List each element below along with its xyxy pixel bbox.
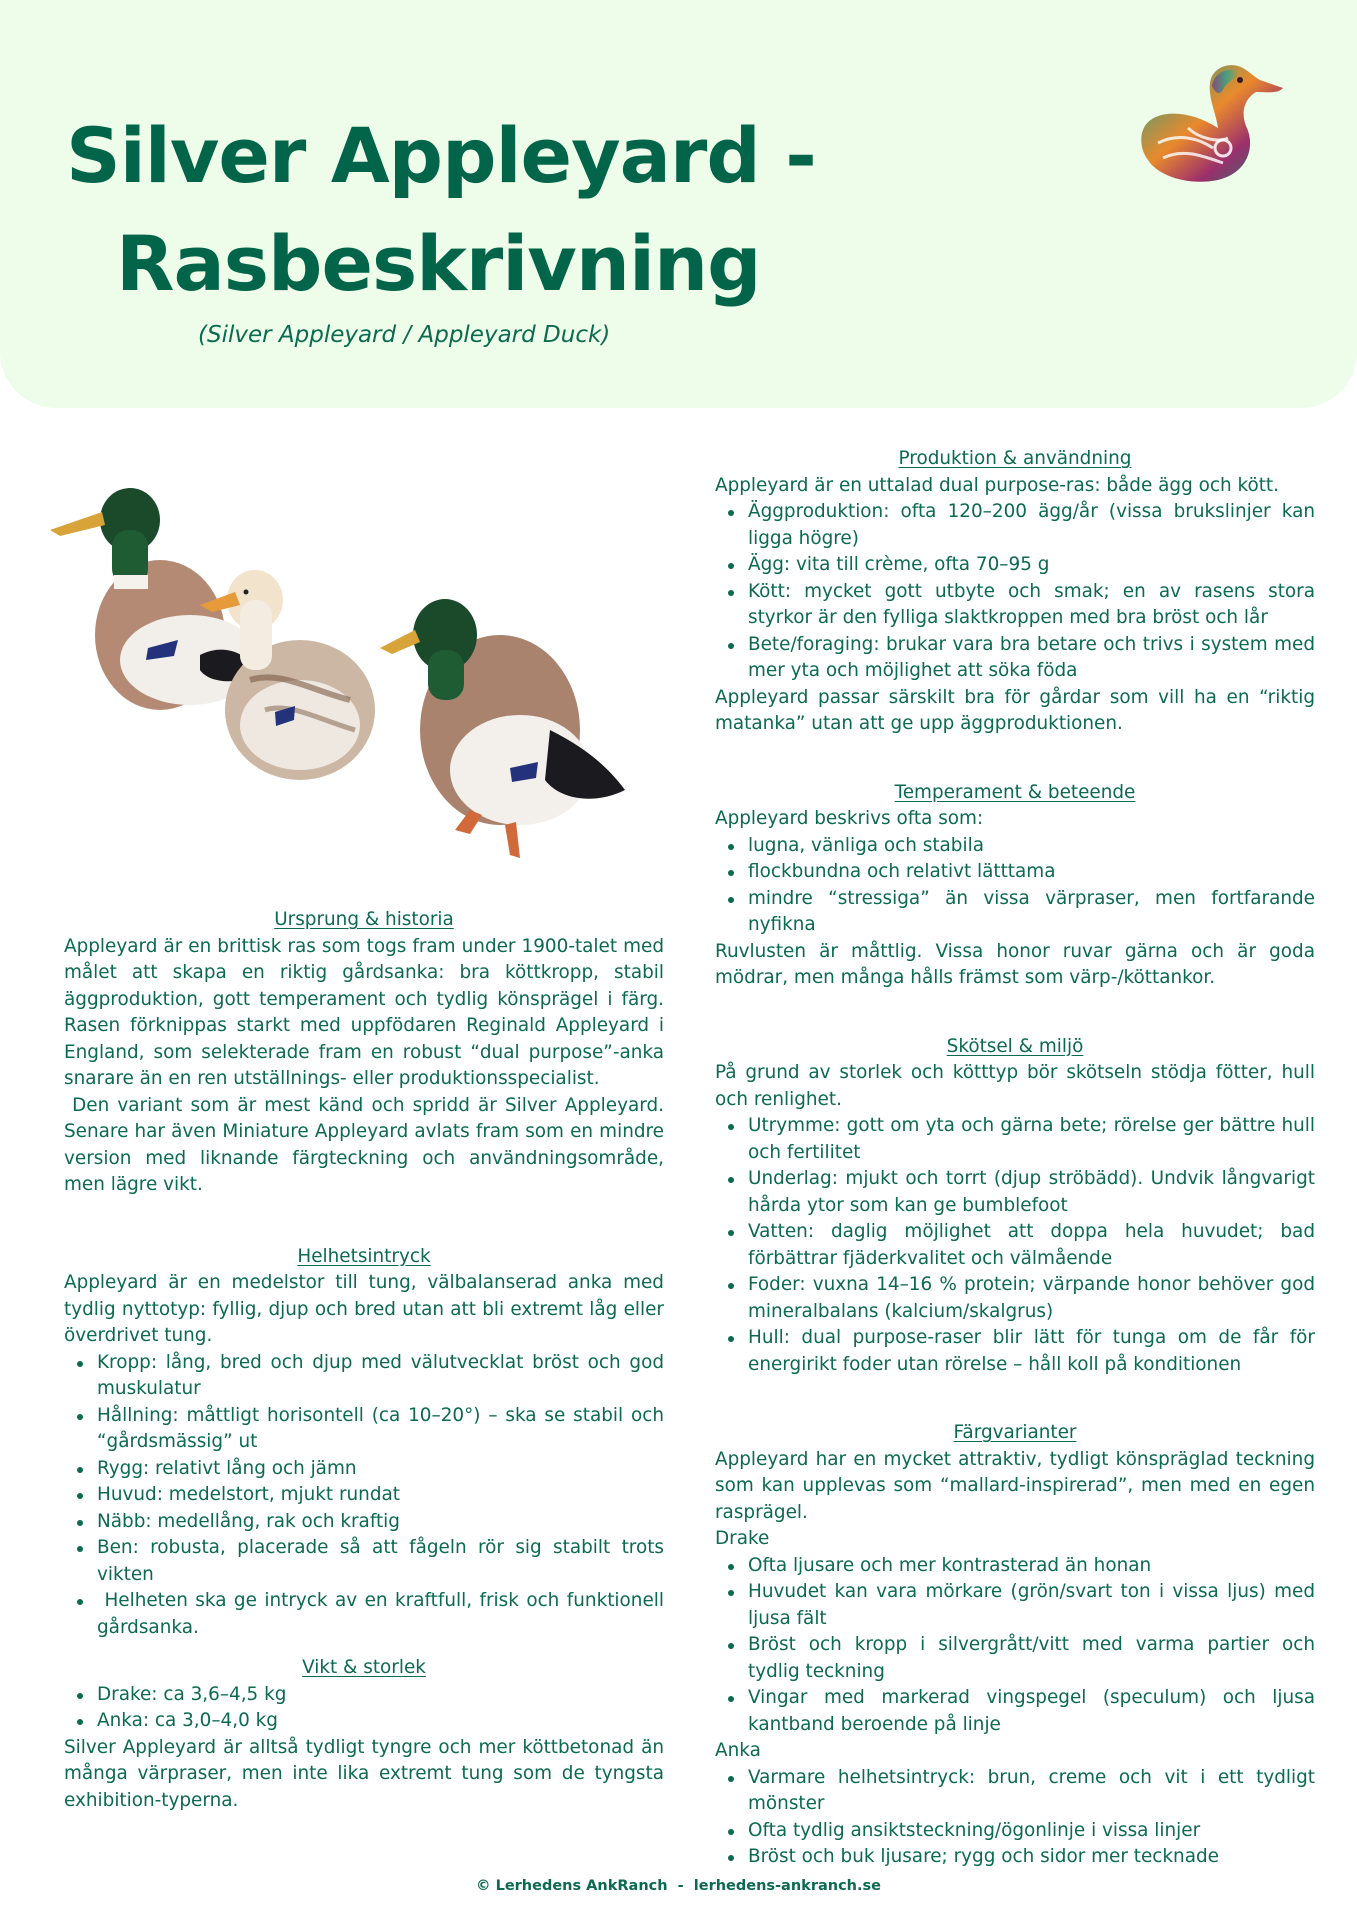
list-item: Kött: mycket gott utbyte och smak; en av rasens stora styrkor är den fylliga slaktkroppen med bra bröst och lår	[748, 579, 1315, 632]
temperament-heading: Temperament & beteende	[894, 781, 1136, 803]
list-item: lugna, vänliga och stabila	[748, 833, 1315, 860]
weight-outro: Silver Appleyard är alltså tydligt tyngre och mer köttbetonad än många värpraser, men inte lika extremt tung som de tyngsta exhibition-typerna.	[64, 1736, 664, 1811]
temperament-outro: Ruvlusten är måttlig. Vissa honor ruvar gärna och är goda mödrar, men många hålls främst som värp-/köttankor.	[715, 940, 1315, 988]
list-item: Ofta tydlig ansiktsteckning/ögonlinje i vissa linjer	[748, 1818, 1315, 1845]
section-impression	[64, 1244, 670, 1642]
list-item: Varmare helhetsintryck: brun, creme och vit i ett tydligt mönster	[748, 1765, 1315, 1818]
list-item: Anka: ca 3,0–4,0 kg	[97, 1708, 664, 1735]
list-item: mindre “stressiga” än vissa värpraser, men fortfarande nyfikna	[748, 886, 1315, 939]
care-heading: Skötsel & miljö	[946, 1035, 1084, 1057]
list-item: Bete/foraging: brukar vara bra betare och trivs i system med mer yta och möjlighet att söka föda	[748, 632, 1315, 685]
list-item: Bröst och buk ljusare; rygg och sidor mer tecknade	[748, 1844, 1315, 1871]
temperament-list	[715, 833, 1315, 939]
drake-duck-right-image	[380, 599, 625, 858]
list-item: Ägg: vita till crème, ofta 70–95 g	[748, 552, 1315, 579]
section-production	[715, 446, 1315, 738]
impression-heading: Helhetsintryck	[297, 1245, 431, 1267]
right-column	[715, 446, 1315, 1871]
list-item: Hull: dual purpose-raser blir lätt för tunga om de får för energirikt foder utan rörelse – håll koll på konditionen	[748, 1325, 1315, 1378]
list-item: Äggproduktion: ofta 120–200 ägg/år (vissa brukslinjer kan ligga högre)	[748, 499, 1315, 552]
production-outro: Appleyard passar särskilt bra för gårdar som vill ha en “riktig matanka” utan att ge upp äggproduktionen.	[715, 686, 1315, 734]
list-item: Bröst och kropp i silvergrått/vitt med varma partier och tydlig teckning	[748, 1632, 1315, 1685]
page-subtitle: (Silver Appleyard / Appleyard Duck)	[198, 322, 611, 348]
title-line-1: Silver Appleyard -	[66, 111, 816, 200]
list-item: Huvudet kan vara mörkare (grön/svart ton i vissa ljus) med ljusa fält	[748, 1579, 1315, 1632]
list-item: Underlag: mjukt och torrt (djup ströbädd). Undvik långvarigt hårda ytor som kan ge bumblefoot	[748, 1166, 1315, 1219]
list-item: Rygg: relativt lång och jämn	[97, 1456, 664, 1483]
list-item: Ofta ljusare och mer kontrasterad än honan	[748, 1553, 1315, 1580]
colors-heading: Färgvarianter	[953, 1422, 1077, 1443]
duck-label: Anka	[715, 1740, 761, 1761]
header-band	[0, 0, 1357, 408]
left-column	[64, 907, 670, 1814]
origin-paragraph-1: Appleyard är en brittisk ras som togs fram under 1900-talet med målet att skapa en riktig gårdsanka: bra köttkropp, stabil äggproduktion, gott temperament och tydlig könsprägel i färg. Rasen förknippas starkt med uppfödaren Reginald Appleyard i England, som selekterade fram en robust “dual purpose”-anka snarare än en ren utställnings- eller produktionsspecialist.	[64, 935, 664, 1089]
list-item: Kropp: lång, bred och djup med välutvecklat bröst och god muskulatur	[97, 1350, 664, 1403]
list-item: Näbb: medellång, rak och kraftig	[97, 1509, 664, 1536]
section-origin	[64, 907, 670, 1199]
care-list	[715, 1113, 1315, 1378]
temperament-intro: Appleyard beskrivs ofta som:	[715, 808, 984, 829]
impression-list	[64, 1350, 670, 1642]
list-item: Utrymme: gott om yta och gärna bete; rörelse ger bättre hull och fertilitet	[748, 1113, 1315, 1166]
drake-list	[715, 1553, 1315, 1739]
list-item: Vatten: daglig möjlighet att doppa hela huvudet; bad förbättrar fjäderkvalitet och välmående	[748, 1219, 1315, 1272]
section-temperament	[715, 780, 1315, 992]
footer-copyright: © Lerhedens AnkRanch - lerhedens-ankranch.se	[476, 1878, 881, 1894]
weight-list	[64, 1682, 664, 1735]
title-line-2: Rasbeskrivning	[116, 219, 761, 308]
list-item: flockbundna och relativt lätttama	[748, 859, 1315, 886]
list-item: Drake: ca 3,6–4,5 kg	[97, 1682, 664, 1709]
colors-intro: Appleyard har en mycket attraktiv, tydligt könspräglad teckning som kan upplevas som “mallard-inspirerad”, men med en egen rasprägel.	[715, 1448, 1315, 1523]
list-item: Helheten ska ge intryck av en kraftfull, frisk och funktionell gårdsanka.	[97, 1588, 664, 1641]
section-care	[715, 1034, 1315, 1379]
section-colors	[715, 1420, 1315, 1871]
production-list	[715, 499, 1315, 685]
list-item: Huvud: medelstort, mjukt rundat	[97, 1482, 664, 1509]
ducks-photo	[50, 470, 700, 860]
list-item: Vingar med markerad vingspegel (speculum) och ljusa kantband beroende på linje	[748, 1685, 1315, 1738]
list-item: Foder: vuxna 14–16 % protein; värpande honor behöver god mineralbalans (kalcium/skalgrus)	[748, 1272, 1315, 1325]
list-item: Ben: robusta, placerade så att fågeln rör sig stabilt trots vikten	[97, 1535, 664, 1588]
section-weight	[64, 1655, 664, 1814]
production-intro: Appleyard är en uttalad dual purpose-ras: både ägg och kött.	[715, 474, 1279, 496]
page-title	[66, 102, 826, 318]
origin-paragraph-2: Den variant som är mest känd och spridd är Silver Appleyard. Senare har även Miniature Appleyard avlats fram som en mindre version med liknande färgteckning och användningsområde, men lägre vikt.	[64, 1094, 670, 1195]
duck-list	[715, 1765, 1315, 1871]
list-item: Hållning: måttligt horisontell (ca 10–20°) – ska se stabil och “gårdsmässig” ut	[97, 1403, 664, 1456]
duck-logo-icon	[1128, 48, 1298, 198]
drake-label: Drake	[715, 1528, 770, 1549]
care-intro: På grund av storlek och kötttyp bör skötseln stödja fötter, hull och renlighet.	[715, 1062, 1315, 1110]
weight-heading: Vikt & storlek	[302, 1657, 426, 1678]
impression-intro: Appleyard är en medelstor till tung, välbalanserad anka med tydlig nyttotyp: fyllig, djup och bred utan att bli extremt låg eller överdrivet tung.	[64, 1272, 664, 1346]
production-heading: Produktion & användning	[898, 448, 1132, 469]
origin-heading: Ursprung & historia	[274, 909, 454, 930]
